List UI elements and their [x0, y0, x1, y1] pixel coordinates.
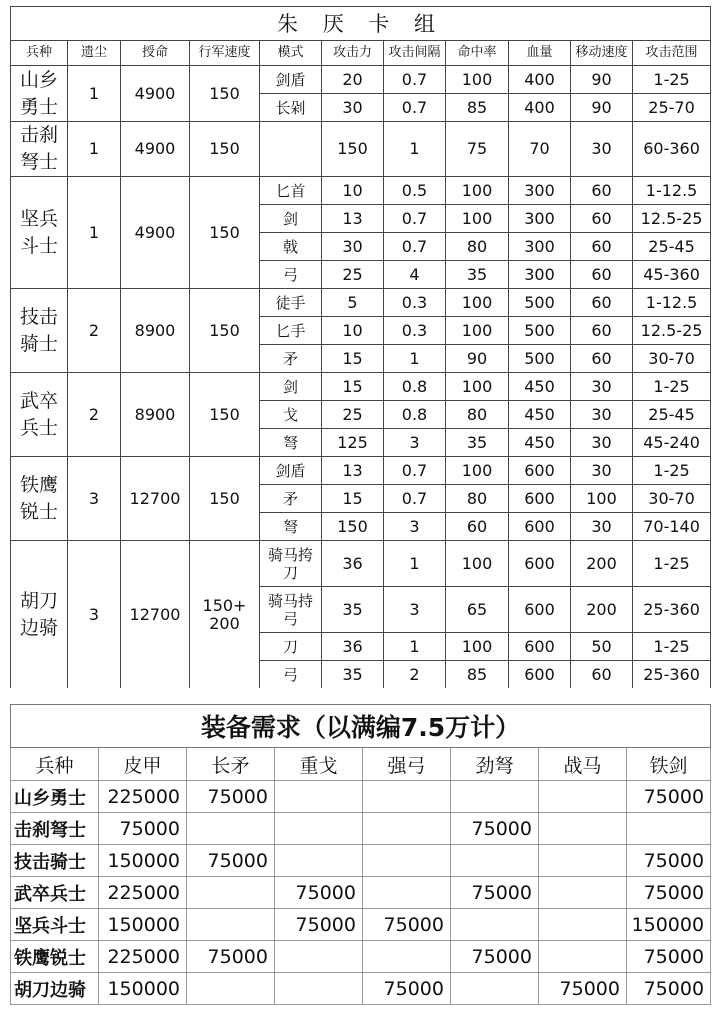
stat-cell: 0.7 [384, 233, 446, 261]
stat-cell: 1-25 [633, 66, 711, 94]
unit-speed: 150 [190, 289, 260, 373]
stat-cell: 150 [322, 122, 384, 177]
stat-cell: 60 [571, 345, 633, 373]
stat-cell: 35 [446, 429, 509, 457]
unit-speed: 150 [190, 177, 260, 289]
row-name: 技击骑士 [11, 845, 99, 877]
stat-cell: 30-70 [633, 485, 711, 513]
stat-cell: 13 [322, 457, 384, 485]
value-cell [539, 909, 627, 941]
mode-cell: 刀 [260, 633, 322, 661]
table-row [11, 941, 711, 973]
unit-name: 山乡 勇士 [11, 66, 68, 122]
value-cell: 225000 [99, 941, 187, 973]
value-cell: 150000 [99, 973, 187, 1005]
column-header: 铁剑 [627, 748, 711, 781]
stat-cell: 450 [509, 429, 571, 457]
stat-cell: 35 [322, 587, 384, 633]
stat-cell: 0.7 [384, 66, 446, 94]
value-cell [363, 781, 451, 813]
stat-cell: 1 [384, 122, 446, 177]
unit-dust: 3 [68, 457, 121, 541]
column-header: 授命 [121, 41, 190, 66]
stat-cell: 300 [509, 205, 571, 233]
value-cell: 75000 [627, 781, 711, 813]
title-row [11, 705, 711, 748]
stat-cell: 300 [509, 177, 571, 205]
table-row [11, 813, 711, 845]
stat-cell: 600 [509, 633, 571, 661]
column-header: 兵种 [11, 41, 68, 66]
stat-cell: 90 [446, 345, 509, 373]
stat-cell: 1-25 [633, 541, 711, 587]
stat-cell: 80 [446, 485, 509, 513]
value-cell: 150000 [99, 845, 187, 877]
stat-cell: 1-25 [633, 633, 711, 661]
stat-cell: 400 [509, 94, 571, 122]
stat-cell: 5 [322, 289, 384, 317]
value-cell [627, 813, 711, 845]
column-header: 重戈 [275, 748, 363, 781]
value-cell [275, 973, 363, 1005]
stat-cell: 85 [446, 94, 509, 122]
stat-cell: 4 [384, 261, 446, 289]
unit-dust: 1 [68, 66, 121, 122]
mode-cell: 匕首 [260, 177, 322, 205]
stat-cell: 15 [322, 373, 384, 401]
value-cell: 75000 [627, 845, 711, 877]
stat-cell: 100 [446, 633, 509, 661]
mode-cell: 骑马挎 刀 [260, 541, 322, 587]
stat-cell: 450 [509, 373, 571, 401]
stat-cell: 80 [446, 401, 509, 429]
stat-cell: 60 [571, 205, 633, 233]
stat-cell: 0.7 [384, 457, 446, 485]
unit-speed: 150+ 200 [190, 541, 260, 689]
section-divider [0, 688, 720, 696]
stat-cell: 30 [571, 513, 633, 541]
mode-cell: 弩 [260, 429, 322, 457]
value-cell: 150000 [99, 909, 187, 941]
mode-cell: 弩 [260, 513, 322, 541]
value-cell: 75000 [363, 973, 451, 1005]
unit-speed: 150 [190, 457, 260, 541]
stat-cell: 1-25 [633, 457, 711, 485]
stat-cell: 30 [571, 429, 633, 457]
column-header: 行军速度 [190, 41, 260, 66]
stat-cell: 36 [322, 633, 384, 661]
value-cell [451, 845, 539, 877]
table-row [11, 909, 711, 941]
value-cell [187, 909, 275, 941]
row-name: 武卒兵士 [11, 877, 99, 909]
unit-name: 技击 骑士 [11, 289, 68, 373]
value-cell: 75000 [627, 973, 711, 1005]
column-header: 攻击力 [322, 41, 384, 66]
row-name: 胡刀边骑 [11, 973, 99, 1005]
value-cell [539, 813, 627, 845]
column-header: 模式 [260, 41, 322, 66]
unit-cost: 8900 [121, 289, 190, 373]
unit-name: 击刹 弩士 [11, 122, 68, 177]
column-header: 血量 [509, 41, 571, 66]
value-cell [363, 941, 451, 973]
stat-cell: 75 [446, 122, 509, 177]
table-row [11, 457, 711, 485]
value-cell: 225000 [99, 877, 187, 909]
stat-cell: 80 [446, 233, 509, 261]
stat-cell: 25-360 [633, 587, 711, 633]
value-cell [451, 909, 539, 941]
header-row [11, 41, 711, 66]
stat-cell: 2 [384, 661, 446, 689]
stat-cell: 300 [509, 261, 571, 289]
stat-cell: 3 [384, 587, 446, 633]
stat-cell: 60 [571, 177, 633, 205]
value-cell: 75000 [627, 877, 711, 909]
column-header: 劲弩 [451, 748, 539, 781]
mode-cell: 戈 [260, 401, 322, 429]
unit-cost: 4900 [121, 177, 190, 289]
unit-name: 铁鹰 锐士 [11, 457, 68, 541]
stat-cell: 70 [509, 122, 571, 177]
stat-cell: 400 [509, 66, 571, 94]
table-row [11, 541, 711, 587]
mode-cell: 剑盾 [260, 66, 322, 94]
stat-cell: 90 [571, 94, 633, 122]
table-row [11, 66, 711, 94]
column-header: 强弓 [363, 748, 451, 781]
row-name: 铁鹰锐士 [11, 941, 99, 973]
title-row [11, 7, 711, 41]
mode-cell: 矛 [260, 345, 322, 373]
value-cell: 75000 [451, 877, 539, 909]
stat-cell: 60 [571, 661, 633, 689]
stat-cell: 90 [571, 66, 633, 94]
table-title: 装备需求（以满编7.5万计） [11, 705, 711, 748]
value-cell: 75000 [187, 845, 275, 877]
stat-cell: 1 [384, 633, 446, 661]
table-row [11, 122, 711, 177]
stat-cell: 35 [322, 661, 384, 689]
stat-cell: 600 [509, 485, 571, 513]
unit-cost: 4900 [121, 122, 190, 177]
stat-cell: 60 [571, 317, 633, 345]
column-header: 遗尘 [68, 41, 121, 66]
stat-cell: 15 [322, 485, 384, 513]
unit-cost: 12700 [121, 457, 190, 541]
stat-cell: 30 [571, 457, 633, 485]
stat-cell: 60 [571, 233, 633, 261]
stat-cell: 500 [509, 345, 571, 373]
value-cell [539, 845, 627, 877]
row-name: 坚兵斗士 [11, 909, 99, 941]
unit-speed: 150 [190, 373, 260, 457]
stat-cell: 100 [446, 177, 509, 205]
stat-cell: 25-45 [633, 233, 711, 261]
stat-cell: 12.5-25 [633, 317, 711, 345]
value-cell [363, 877, 451, 909]
stat-cell: 25-70 [633, 94, 711, 122]
mode-cell: 矛 [260, 485, 322, 513]
stat-cell: 0.8 [384, 401, 446, 429]
stat-cell: 0.8 [384, 373, 446, 401]
stat-cell: 100 [446, 289, 509, 317]
stat-cell: 600 [509, 587, 571, 633]
value-cell: 75000 [187, 781, 275, 813]
row-name: 击刹弩士 [11, 813, 99, 845]
stat-cell: 30 [322, 94, 384, 122]
stat-cell: 100 [571, 485, 633, 513]
value-cell [451, 973, 539, 1005]
value-cell [451, 781, 539, 813]
stat-cell: 100 [446, 373, 509, 401]
column-header: 命中率 [446, 41, 509, 66]
stat-cell: 30 [322, 233, 384, 261]
stat-cell: 0.7 [384, 205, 446, 233]
stat-cell: 60 [571, 289, 633, 317]
stat-cell: 1 [384, 345, 446, 373]
row-name: 山乡勇士 [11, 781, 99, 813]
value-cell: 75000 [363, 909, 451, 941]
value-cell: 75000 [627, 941, 711, 973]
stat-cell: 25 [322, 261, 384, 289]
mode-cell: 弓 [260, 261, 322, 289]
mode-cell: 长剁 [260, 94, 322, 122]
mode-cell: 匕手 [260, 317, 322, 345]
value-cell: 75000 [539, 973, 627, 1005]
value-cell: 75000 [275, 877, 363, 909]
mode-cell: 戟 [260, 233, 322, 261]
value-cell [187, 973, 275, 1005]
value-cell [275, 941, 363, 973]
value-cell [363, 813, 451, 845]
stat-cell: 500 [509, 289, 571, 317]
stat-cell: 600 [509, 541, 571, 587]
column-header: 长矛 [187, 748, 275, 781]
unit-dust: 1 [68, 122, 121, 177]
value-cell: 75000 [451, 813, 539, 845]
unit-name: 胡刀 边骑 [11, 541, 68, 689]
mode-cell: 弓 [260, 661, 322, 689]
mode-cell: 剑盾 [260, 457, 322, 485]
stat-cell: 10 [322, 177, 384, 205]
table-row [11, 373, 711, 401]
stat-cell: 300 [509, 233, 571, 261]
stat-cell: 450 [509, 401, 571, 429]
unit-name: 坚兵 斗士 [11, 177, 68, 289]
value-cell [363, 845, 451, 877]
stat-cell: 1-12.5 [633, 289, 711, 317]
value-cell: 150000 [627, 909, 711, 941]
column-header: 攻击间隔 [384, 41, 446, 66]
column-header: 移动速度 [571, 41, 633, 66]
stat-cell: 60 [446, 513, 509, 541]
unit-dust: 3 [68, 541, 121, 689]
value-cell: 225000 [99, 781, 187, 813]
stat-cell: 100 [446, 66, 509, 94]
unit-cost: 4900 [121, 66, 190, 122]
stat-cell: 600 [509, 513, 571, 541]
value-cell [275, 781, 363, 813]
table-row [11, 877, 711, 909]
stat-cell: 600 [509, 661, 571, 689]
value-cell [539, 941, 627, 973]
stat-cell: 45-360 [633, 261, 711, 289]
stat-cell: 60-360 [633, 122, 711, 177]
stat-cell: 150 [322, 513, 384, 541]
column-header: 兵种 [11, 748, 99, 781]
mode-cell [260, 122, 322, 177]
stat-cell: 1-12.5 [633, 177, 711, 205]
stat-cell: 30-70 [633, 345, 711, 373]
stat-cell: 1-25 [633, 373, 711, 401]
stat-cell: 600 [509, 457, 571, 485]
equipment-table [10, 704, 711, 1005]
column-header: 攻击范围 [633, 41, 711, 66]
table-row [11, 177, 711, 205]
unit-stats-table [10, 6, 711, 689]
value-cell [187, 813, 275, 845]
stat-cell: 60 [571, 261, 633, 289]
value-cell [275, 845, 363, 877]
stat-cell: 0.3 [384, 317, 446, 345]
table-row [11, 781, 711, 813]
stat-cell: 45-240 [633, 429, 711, 457]
value-cell: 75000 [451, 941, 539, 973]
value-cell [539, 877, 627, 909]
stat-cell: 0.3 [384, 289, 446, 317]
value-cell: 75000 [275, 909, 363, 941]
stat-cell: 500 [509, 317, 571, 345]
mode-cell: 剑 [260, 205, 322, 233]
stat-cell: 25-360 [633, 661, 711, 689]
stat-cell: 30 [571, 373, 633, 401]
stat-cell: 35 [446, 261, 509, 289]
stat-cell: 13 [322, 205, 384, 233]
mode-cell: 剑 [260, 373, 322, 401]
unit-dust: 2 [68, 373, 121, 457]
unit-cost: 8900 [121, 373, 190, 457]
stat-cell: 0.7 [384, 94, 446, 122]
stat-cell: 20 [322, 66, 384, 94]
unit-speed: 150 [190, 66, 260, 122]
table-title: 朱 厌 卡 组 [11, 7, 711, 41]
unit-cost: 12700 [121, 541, 190, 689]
table-row [11, 289, 711, 317]
stat-cell: 3 [384, 429, 446, 457]
stat-cell: 25 [322, 401, 384, 429]
stat-cell: 10 [322, 317, 384, 345]
table-row [11, 845, 711, 877]
stat-cell: 100 [446, 457, 509, 485]
stat-cell: 100 [446, 205, 509, 233]
column-header: 战马 [539, 748, 627, 781]
stat-cell: 125 [322, 429, 384, 457]
value-cell [187, 877, 275, 909]
stat-cell: 200 [571, 541, 633, 587]
stat-cell: 30 [571, 401, 633, 429]
stat-cell: 200 [571, 587, 633, 633]
stat-cell: 0.7 [384, 485, 446, 513]
stat-cell: 65 [446, 587, 509, 633]
stat-cell: 100 [446, 317, 509, 345]
value-cell [539, 781, 627, 813]
column-header: 皮甲 [99, 748, 187, 781]
stat-cell: 12.5-25 [633, 205, 711, 233]
stat-cell: 25-45 [633, 401, 711, 429]
value-cell: 75000 [187, 941, 275, 973]
unit-dust: 2 [68, 289, 121, 373]
table-row [11, 973, 711, 1005]
stat-cell: 1 [384, 541, 446, 587]
stat-cell: 15 [322, 345, 384, 373]
stat-cell: 0.5 [384, 177, 446, 205]
stat-cell: 3 [384, 513, 446, 541]
value-cell: 75000 [99, 813, 187, 845]
header-row [11, 748, 711, 781]
value-cell [275, 813, 363, 845]
stat-cell: 50 [571, 633, 633, 661]
stat-cell: 70-140 [633, 513, 711, 541]
stat-cell: 30 [571, 122, 633, 177]
stat-cell: 36 [322, 541, 384, 587]
mode-cell: 骑马持 弓 [260, 587, 322, 633]
mode-cell: 徒手 [260, 289, 322, 317]
stat-cell: 85 [446, 661, 509, 689]
unit-dust: 1 [68, 177, 121, 289]
stat-cell: 100 [446, 541, 509, 587]
unit-name: 武卒 兵士 [11, 373, 68, 457]
unit-speed: 150 [190, 122, 260, 177]
